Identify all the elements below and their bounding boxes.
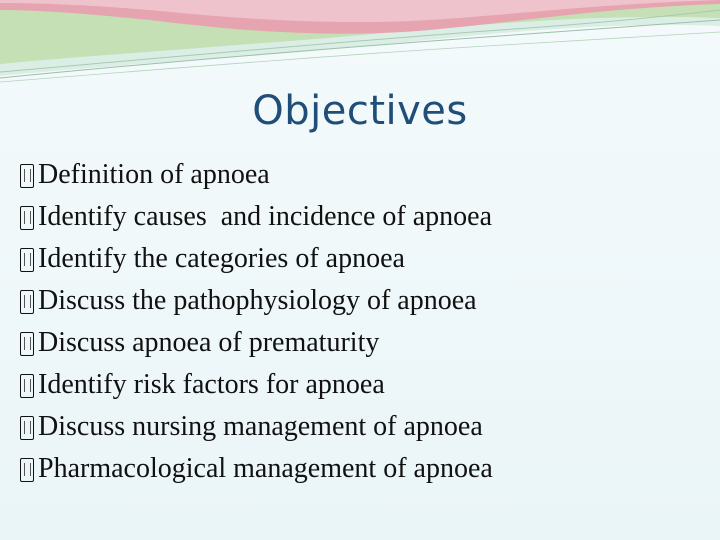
list-item (20, 322, 493, 364)
list-item (20, 196, 493, 238)
list-item-text: Discuss the pathophysiology of apnoea (38, 285, 477, 316)
missing-glyph-box-icon (20, 248, 34, 272)
list-item-text: Identify the categories of apnoea (38, 243, 405, 274)
header-wave-decoration (0, 0, 720, 90)
list-item (20, 154, 493, 196)
list-item-text: Definition of apnoea (38, 159, 270, 190)
list-item (20, 280, 493, 322)
missing-glyph-box-icon (20, 290, 34, 314)
list-item-text: Discuss nursing management of apnoea (38, 411, 483, 442)
missing-glyph-box-icon (20, 332, 34, 356)
list-item (20, 364, 493, 406)
list-item-text: Identify causes and incidence of apnoea (38, 201, 493, 232)
list-item-text: Pharmacological management of apnoea (38, 453, 493, 484)
list-item-text: Identify risk factors for apnoea (38, 369, 385, 400)
objectives-list (20, 154, 493, 490)
missing-glyph-box-icon (20, 374, 34, 398)
missing-glyph-box-icon (20, 206, 34, 230)
list-item (20, 238, 493, 280)
slide-title-text: Objectives (252, 88, 468, 134)
missing-glyph-box-icon (20, 458, 34, 482)
slide-title (0, 88, 720, 134)
list-item-text: Discuss apnoea of prematurity (38, 327, 380, 358)
list-item (20, 406, 493, 448)
missing-glyph-box-icon (20, 164, 34, 188)
missing-glyph-box-icon (20, 416, 34, 440)
list-item (20, 448, 493, 490)
